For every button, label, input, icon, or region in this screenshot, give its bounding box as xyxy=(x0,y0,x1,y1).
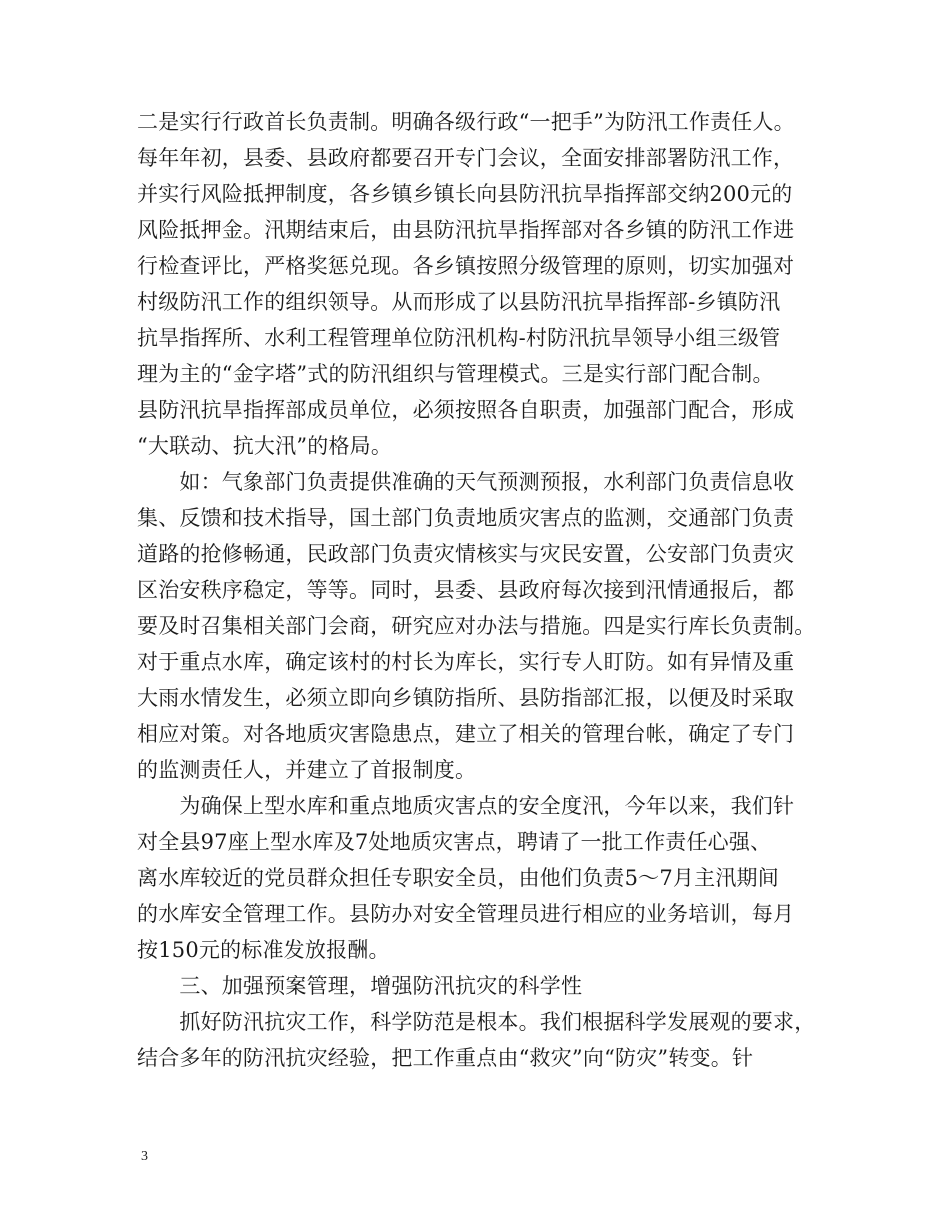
text-line: 并实行风险抵押制度，各乡镇乡镇长向县防汛抗旱指挥部交纳200元的 xyxy=(137,182,793,206)
text-line: 大雨水情发生，必须立即向乡镇防指所、县防指部汇报，以便及时采取 xyxy=(137,686,795,710)
text-line: 按150元的标准发放报酬。 xyxy=(137,938,390,962)
page-number: 3 xyxy=(141,1149,148,1164)
text-line: 二是实行行政首长负责制。明确各级行政“一把手”为防汛工作责任人。 xyxy=(137,110,795,134)
text-line: 的监测责任人，并建立了首报制度。 xyxy=(137,758,477,782)
text-line: 抗旱指挥所、水利工程管理单位防汛机构-村防汛抗旱领导小组三级管 xyxy=(137,326,781,350)
text-line: 的水库安全管理工作。县防办对安全管理员进行相应的业务培训，每月 xyxy=(137,902,795,926)
text-line: 理为主的“金字塔”式的防汛组织与管理模式。三是实行部门配合制。 xyxy=(137,362,774,386)
text-line: 集、反馈和技术指导，国土部门负责地质灾害点的监测，交通部门负责 xyxy=(137,506,795,530)
text-line: 区治安秩序稳定，等等。同时，县委、县政府每次接到汛情通报后，都 xyxy=(137,578,795,602)
text-line: 相应对策。对各地质灾害隐患点，建立了相关的管理台帐，确定了专门 xyxy=(137,722,795,746)
text-line: 风险抵押金。汛期结束后，由县防汛抗旱指挥部对各乡镇的防汛工作进 xyxy=(137,218,795,242)
text-line: 对于重点水库，确定该村的村长为库长，实行专人盯防。如有异情及重 xyxy=(137,650,795,674)
section-heading: 三、加强预案管理，增强防汛抗灾的科学性 xyxy=(137,974,583,998)
text-line: 离水库较近的党员群众担任专职安全员，由他们负责5～7月主汛期间 xyxy=(137,866,779,890)
text-line: 要及时召集相关部门会商，研究应对办法与措施。四是实行库长负责制。 xyxy=(137,614,816,638)
text-line: “大联动、抗大汛”的格局。 xyxy=(137,434,393,458)
text-line: 县防汛抗旱指挥部成员单位，必须按照各自职责，加强部门配合，形成 xyxy=(137,398,795,422)
paragraph-start: 如：气象部门负责提供准确的天气预测预报，水利部门负责信息收 xyxy=(137,470,795,494)
text-line: 道路的抢修畅通，民政部门负责灾情核实与灾民安置，公安部门负责灾 xyxy=(137,542,795,566)
paragraph-start: 为确保上型水库和重点地质灾害点的安全度汛，今年以来，我们针 xyxy=(137,794,795,818)
paragraph-start: 抓好防汛抗灾工作，科学防范是根本。我们根据科学发展观的要求， xyxy=(137,1010,816,1034)
text-line: 对全县97座上型水库及7处地质灾害点，聘请了一批工作责任心强、 xyxy=(137,830,772,854)
text-line: 行检查评比，严格奖惩兑现。各乡镇按照分级管理的原则，切实加强对 xyxy=(137,254,795,278)
text-line: 村级防汛工作的组织领导。从而形成了以县防汛抗旱指挥部-乡镇防汛 xyxy=(137,290,781,314)
text-line: 每年年初，县委、县政府都要召开专门会议，全面安排部署防汛工作， xyxy=(137,146,795,170)
text-line: 结合多年的防汛抗灾经验，把工作重点由“救灾”向“防灾”转变。针 xyxy=(137,1046,754,1070)
